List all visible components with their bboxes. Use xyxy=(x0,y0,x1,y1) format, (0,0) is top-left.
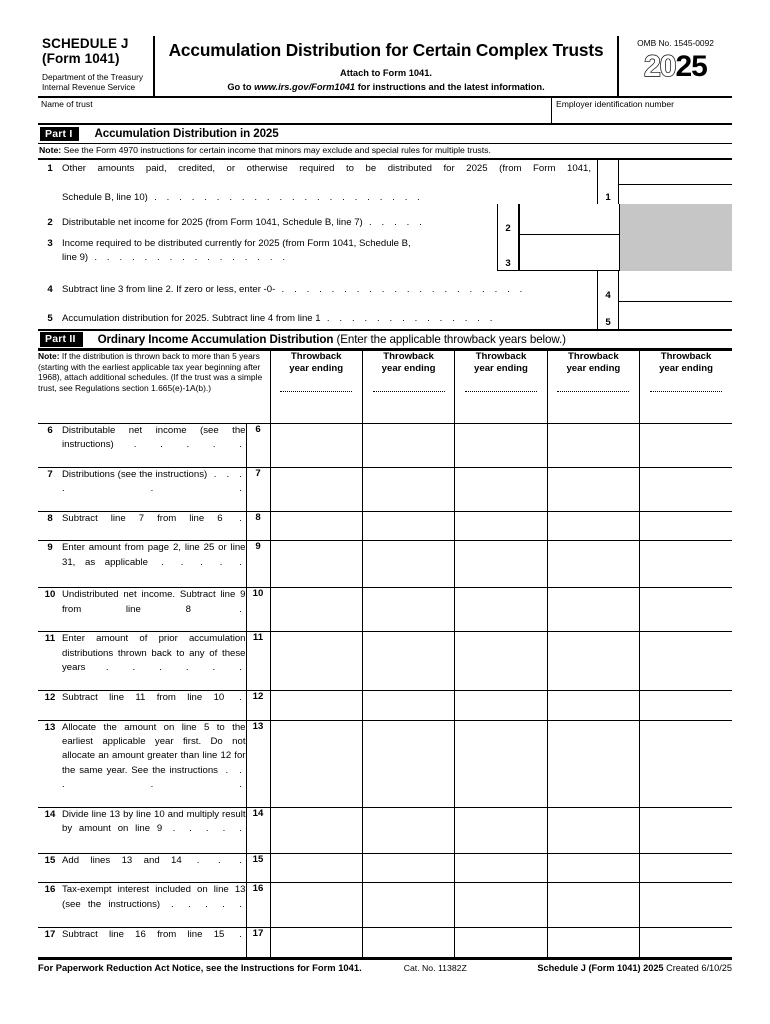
line-17-col-1-input[interactable] xyxy=(270,928,362,958)
part2-title xyxy=(98,333,566,346)
line-14-col-5-input[interactable] xyxy=(640,807,732,853)
line-8-box-number: 8 xyxy=(246,511,270,541)
line-10-col-3-input[interactable] xyxy=(455,588,547,632)
line-9-box-number: 9 xyxy=(246,541,270,588)
part2-line-10 xyxy=(38,588,732,632)
line-15-col-2-input[interactable] xyxy=(362,853,454,883)
throwback-label-5b: year ending xyxy=(659,362,713,374)
part1-line-1 xyxy=(38,160,732,204)
line-16-leader-dots: . . . . . xyxy=(160,898,246,910)
line-2-text: Distributable net income for 2025 (from Form 1041, Schedule B, line 7) xyxy=(62,216,363,228)
line-6-text: Distributable net income (see the instructions) . . . . . xyxy=(62,425,246,451)
throwback-label-3b: year ending xyxy=(474,362,528,374)
throwback-year-input-5[interactable] xyxy=(650,391,722,392)
line-2-description xyxy=(62,204,497,235)
part1-body xyxy=(38,160,732,331)
form-footer xyxy=(38,958,732,973)
line-15-col-1-input[interactable] xyxy=(270,853,362,883)
line-8-text: Subtract line 7 from line 6 . xyxy=(62,512,246,524)
line-3-number: 3 xyxy=(47,237,53,249)
line-15-col-5-input[interactable] xyxy=(640,853,732,883)
line-15-description xyxy=(38,853,246,883)
tax-year xyxy=(619,50,732,83)
line-3-text-b xyxy=(62,251,497,266)
line-4-leader-dots: . . . . . . . . . . . . . . . . . . . . xyxy=(275,283,526,295)
throwback-year-input-1[interactable] xyxy=(280,391,352,392)
line-10-col-4-input[interactable] xyxy=(547,588,639,632)
part2-line-16 xyxy=(38,883,732,928)
line-3-leader-dots: . . . . . . . . . . . . . . . . xyxy=(88,252,289,263)
line-1-amount-field[interactable] xyxy=(619,160,732,185)
part2-title-reg: (Enter the applicable throwback years below.) xyxy=(333,332,566,346)
schedule-name: SCHEDULE J xyxy=(42,36,129,51)
line-6-col-5-input[interactable] xyxy=(640,424,732,468)
part1-shaded-block-top xyxy=(619,204,732,235)
part1-note-label: Note: xyxy=(39,144,62,155)
line-5-number-box xyxy=(597,302,619,329)
line-15-col-3-input[interactable] xyxy=(455,853,547,883)
line-3-boxnum: 3 xyxy=(505,257,511,269)
header-left-block xyxy=(38,36,155,96)
throwback-label-4b: year ending xyxy=(566,362,621,374)
goto-suffix: for instructions and the latest information. xyxy=(355,81,545,92)
line-7-leader-dots: . . . . . . xyxy=(62,468,246,495)
line-15-number: 15 xyxy=(44,854,56,866)
line-10-number: 10 xyxy=(44,589,56,601)
line-5-amount-field[interactable] xyxy=(619,302,732,329)
line-3-text-a: Income required to be distributed currently for 2025 (from Form 1041, Schedule B, xyxy=(62,237,411,249)
line-11-number: 11 xyxy=(44,633,56,645)
line-12-description xyxy=(38,691,246,721)
line-12-col-1-input[interactable] xyxy=(270,691,362,721)
line-16-number: 16 xyxy=(44,884,56,896)
line-14-leader-dots: . . . . . xyxy=(162,822,246,834)
part1-line-5 xyxy=(38,302,732,329)
line-12-col-4-input[interactable] xyxy=(547,691,639,721)
line-11-description xyxy=(38,632,246,691)
line-10-col-2-input[interactable] xyxy=(362,588,454,632)
line-8-leader-dots: . xyxy=(222,512,246,524)
line-3-text-b-label: line 9) xyxy=(62,252,89,263)
part1-note xyxy=(38,144,732,160)
line-14-description xyxy=(38,807,246,853)
line-16-col-4-input[interactable] xyxy=(547,883,639,928)
line-8-col-5-input[interactable] xyxy=(640,511,732,541)
part2-line-17 xyxy=(38,928,732,958)
line-12-leader-dots: . xyxy=(224,692,246,704)
line-9-description xyxy=(38,541,246,588)
tax-year-solid: 25 xyxy=(675,50,707,83)
line-5-description xyxy=(62,302,597,329)
line-7-col-1-input[interactable] xyxy=(270,467,362,511)
line-10-leader-dots: . xyxy=(190,603,246,615)
line-2-number: 2 xyxy=(47,216,53,228)
footer-schedule-id: Schedule J (Form 1041) 2025 xyxy=(537,962,664,973)
line-5-boxnum: 5 xyxy=(605,316,611,328)
throwback-label-1a: Throwback xyxy=(290,351,342,362)
line-14-text: Divide line 13 by line 10 and multiply result by amount on line 9 . . . . . xyxy=(62,808,246,834)
line-15-leader-dots: . . . xyxy=(181,854,246,866)
agency-department: Department of the Treasury xyxy=(42,72,143,82)
irs-url-link[interactable]: www.irs.gov/Form1041 xyxy=(254,81,356,92)
part2-line-13 xyxy=(38,720,732,807)
throwback-year-input-4[interactable] xyxy=(557,391,629,392)
agency-service: Internal Revenue Service xyxy=(42,81,136,92)
line-10-box-number: 10 xyxy=(246,588,270,632)
line-13-box-number: 13 xyxy=(246,720,270,807)
line-13-col-2-input[interactable] xyxy=(362,720,454,807)
line-3-number-box xyxy=(497,235,519,271)
line-16-col-5-input[interactable] xyxy=(640,883,732,928)
agency-block xyxy=(42,73,153,92)
line-9-leader-dots: . . . . . xyxy=(147,556,246,568)
line-10-text: Undistributed net income. Subtract line 9 from line 8 . xyxy=(62,589,246,615)
line-13-col-4-input[interactable] xyxy=(547,720,639,807)
line-1-boxnum: 1 xyxy=(605,191,611,203)
line-13-description xyxy=(38,720,246,807)
schedule-label xyxy=(42,37,153,66)
header-center-block xyxy=(155,36,619,96)
line-12-text: Subtract line 11 from line 10 . xyxy=(62,692,246,704)
line-16-box-number: 16 xyxy=(246,883,270,928)
line-4-text: Subtract line 3 from line 2. If zero or less, enter -0- xyxy=(62,283,276,295)
form-header xyxy=(38,36,732,98)
line-6-col-2-input[interactable] xyxy=(362,424,454,468)
line-7-col-3-input[interactable] xyxy=(455,467,547,511)
line-7-number: 7 xyxy=(47,468,53,480)
line-9-col-1-input[interactable] xyxy=(270,541,362,588)
throwback-column-header-3[interactable] xyxy=(455,351,547,424)
part2-line-15 xyxy=(38,853,732,883)
part1-title: Accumulation Distribution in 2025 xyxy=(94,127,279,141)
line-16-text: Tax-exempt interest included on line 13 (see the instructions) . . . . . xyxy=(62,884,246,910)
line-8-col-3-input[interactable] xyxy=(455,511,547,541)
line-2-leader-dots: . . . . . xyxy=(362,216,426,228)
line-11-col-2-input[interactable] xyxy=(362,632,454,691)
line-8-col-1-input[interactable] xyxy=(270,511,362,541)
line-1-number: 1 xyxy=(47,162,53,174)
line-7-col-5-input[interactable] xyxy=(640,467,732,511)
line-13-col-3-input[interactable] xyxy=(455,720,547,807)
line-1-text-a: Other amounts paid, credited, or otherwise required to be distributed for 2025 (from Form 1041, xyxy=(62,162,591,174)
line-14-box-number: 14 xyxy=(246,807,270,853)
line-9-col-4-input[interactable] xyxy=(547,541,639,588)
line-8-description xyxy=(38,511,246,541)
line-7-text: Distributions (see the instructions) . . . . . . xyxy=(62,468,246,495)
part2-title-bold: Ordinary Income Accumulation Distribution xyxy=(97,332,334,346)
line-8-number: 8 xyxy=(47,512,53,524)
line-13-col-5-input[interactable] xyxy=(640,720,732,807)
attach-instruction: Attach to Form 1041. xyxy=(340,68,432,78)
identity-row xyxy=(38,98,732,125)
line-9-text: Enter amount from page 2, line 25 or line 31, as applicable . . . . . xyxy=(62,542,246,568)
schedule-j-form xyxy=(38,36,732,973)
line-16-col-2-input[interactable] xyxy=(362,883,454,928)
part2-line-14 xyxy=(38,807,732,853)
line-12-col-5-input[interactable] xyxy=(640,691,732,721)
throwback-label-2a: Throwback xyxy=(383,351,434,362)
line-4-amount-field[interactable] xyxy=(619,271,732,302)
name-of-trust-label: Name of trust xyxy=(41,99,93,109)
line-16-col-3-input[interactable] xyxy=(455,883,547,928)
line-6-col-4-input[interactable] xyxy=(547,424,639,468)
line-16-col-1-input[interactable] xyxy=(270,883,362,928)
line-4-number: 4 xyxy=(47,283,53,295)
line-16-description xyxy=(38,883,246,928)
line-6-description xyxy=(38,424,246,468)
line-3-amount-field[interactable] xyxy=(519,235,619,271)
line-6-leader-dots: . . . . . xyxy=(113,439,246,451)
line-7-box-number: 7 xyxy=(246,467,270,511)
part2-line-11 xyxy=(38,632,732,691)
line-17-leader-dots: . xyxy=(224,929,246,941)
throwback-label-5a: Throwback xyxy=(660,351,712,362)
line-11-col-5-input[interactable] xyxy=(640,632,732,691)
part1-note-text: See the Form 4970 instructions for certain income that minors may exclude and special rules for multiple trusts. xyxy=(61,144,491,155)
line-17-description xyxy=(38,928,246,958)
part1-banner xyxy=(38,125,732,144)
line-4-number-box xyxy=(597,271,619,302)
part2-rows xyxy=(38,424,732,958)
line-7-col-4-input[interactable] xyxy=(547,467,639,511)
throwback-year-input-2[interactable] xyxy=(373,391,445,392)
line-14-col-3-input[interactable] xyxy=(455,807,547,853)
line-11-text: Enter amount of prior accumulation distributions thrown back to any of these years . . . . . . xyxy=(62,633,246,673)
line-2-boxnum: 2 xyxy=(505,222,511,234)
line-5-text: Accumulation distribution for 2025. Subtract line 4 from line 1 xyxy=(62,312,321,324)
line-8-col-4-input[interactable] xyxy=(547,511,639,541)
line-7-description xyxy=(38,467,246,511)
part2-note xyxy=(38,351,270,424)
goto-instruction xyxy=(159,82,613,94)
line-2-number-box xyxy=(497,204,519,235)
line-2-amount-field[interactable] xyxy=(519,204,619,235)
line-11-col-3-input[interactable] xyxy=(455,632,547,691)
line-17-col-5-input[interactable] xyxy=(640,928,732,958)
part2-line-12 xyxy=(38,691,732,721)
line-1-number-box xyxy=(597,160,619,204)
line-9-col-2-input[interactable] xyxy=(362,541,454,588)
throwback-label-1b: year ending xyxy=(289,362,344,374)
line-12-col-3-input[interactable] xyxy=(455,691,547,721)
line-17-col-2-input[interactable] xyxy=(362,928,454,958)
line-13-text: Allocate the amount on line 5 to the earliest applicable year first. Do not allocate an amount greater than line 12 for the same year. See the instructions . . . . . xyxy=(62,721,246,791)
line-1-text-b-label: Schedule B, line 10) xyxy=(62,191,148,203)
line-11-col-4-input[interactable] xyxy=(547,632,639,691)
form-footer-id xyxy=(537,963,732,973)
line-12-number: 12 xyxy=(44,692,56,704)
part2-header-row xyxy=(38,351,732,424)
line-7-col-2-input[interactable] xyxy=(362,467,454,511)
line-15-box-number: 15 xyxy=(246,853,270,883)
line-10-col-5-input[interactable] xyxy=(640,588,732,632)
line-3-description xyxy=(62,235,497,271)
tax-year-outline: 20 xyxy=(644,50,676,83)
throwback-column-header-2[interactable] xyxy=(362,351,454,424)
line-10-col-1-input[interactable] xyxy=(270,588,362,632)
line-6-col-1-input[interactable] xyxy=(270,424,362,468)
line-17-number: 17 xyxy=(44,929,56,941)
line-17-col-3-input[interactable] xyxy=(455,928,547,958)
part1-shaded-block-bottom xyxy=(619,235,732,271)
line-12-box-number: 12 xyxy=(246,691,270,721)
line-9-col-5-input[interactable] xyxy=(640,541,732,588)
line-13-leader-dots: . . . . . xyxy=(62,764,246,791)
line-12-col-2-input[interactable] xyxy=(362,691,454,721)
line-11-col-1-input[interactable] xyxy=(270,632,362,691)
part2-line-8 xyxy=(38,511,732,541)
line-9-col-3-input[interactable] xyxy=(455,541,547,588)
part2-line-9 xyxy=(38,541,732,588)
line-17-box-number: 17 xyxy=(246,928,270,958)
line-11-box-number: 11 xyxy=(246,632,270,691)
line-1-leader-dots: . . . . . . . . . . . . . . . . . . . . . . xyxy=(147,191,424,203)
part2-badge: Part II xyxy=(40,332,83,347)
footer-created-date: Created 6/10/25 xyxy=(663,962,732,973)
catalog-number: Cat. No. 11382Z xyxy=(403,962,467,973)
line-13-number: 13 xyxy=(44,721,56,733)
line-1-description xyxy=(62,160,597,204)
line-6-box-number: 6 xyxy=(246,424,270,468)
header-right-block xyxy=(619,36,732,96)
part1-line-4 xyxy=(38,271,732,302)
line-15-text: Add lines 13 and 14 . . . xyxy=(62,854,246,866)
part2-note-text: If the distribution is thrown back to more than 5 years (starting with the earliest applicable tax year beginning after 1968), attach additional schedules. (If the trust was a simple trust, see Regulations section 1.665(e)-1A(b).) xyxy=(38,351,263,394)
line-11-leader-dots: . . . . . . xyxy=(85,661,246,673)
part2-banner xyxy=(38,331,732,351)
line-14-col-2-input[interactable] xyxy=(362,807,454,853)
part1-badge: Part I xyxy=(40,127,79,142)
ein-label: Employer identification number xyxy=(556,99,674,109)
part2-line-6 xyxy=(38,424,732,468)
line-4-description xyxy=(62,271,597,302)
throwback-column-header-1[interactable] xyxy=(270,351,362,424)
line-13-col-1-input[interactable] xyxy=(270,720,362,807)
throwback-label-2b: year ending xyxy=(381,362,436,374)
throwback-label-4a: Throwback xyxy=(568,351,619,362)
line-15-col-4-input[interactable] xyxy=(547,853,639,883)
line-14-col-1-input[interactable] xyxy=(270,807,362,853)
paperwork-notice: For Paperwork Reduction Act Notice, see the Instructions for Form 1041. xyxy=(38,961,362,973)
line-14-number: 14 xyxy=(44,808,56,820)
part1-line-2 xyxy=(38,204,732,235)
line-10-description xyxy=(38,588,246,632)
line-5-leader-dots: . . . . . . . . . . . . . . xyxy=(320,312,497,324)
omb-number: OMB No. 1545-0092 xyxy=(637,38,714,48)
page-title: Accumulation Distribution for Certain Complex Trusts xyxy=(168,40,604,60)
line-6-number: 6 xyxy=(47,425,53,436)
part2-note-label: Note: xyxy=(38,351,60,361)
line-14-col-4-input[interactable] xyxy=(547,807,639,853)
line-17-text: Subtract line 16 from line 15 . xyxy=(62,929,246,941)
line-4-boxnum: 4 xyxy=(605,289,611,301)
line-6-col-3-input[interactable] xyxy=(455,424,547,468)
line-8-col-2-input[interactable] xyxy=(362,511,454,541)
throwback-column-header-5[interactable] xyxy=(640,351,732,424)
throwback-column-header-4[interactable] xyxy=(547,351,639,424)
throwback-year-input-3[interactable] xyxy=(465,391,537,392)
line-9-number: 9 xyxy=(47,542,53,554)
throwback-label-3a: Throwback xyxy=(475,351,527,362)
name-of-trust-field[interactable] xyxy=(38,98,552,123)
part1-line-3 xyxy=(38,235,732,271)
line-17-col-4-input[interactable] xyxy=(547,928,639,958)
form-number: (Form 1041) xyxy=(42,50,120,66)
line-5-number: 5 xyxy=(47,312,53,324)
part2-line-7 xyxy=(38,467,732,511)
goto-prefix: Go to xyxy=(227,81,255,92)
ein-field[interactable] xyxy=(552,98,732,123)
part2-table xyxy=(38,350,732,958)
